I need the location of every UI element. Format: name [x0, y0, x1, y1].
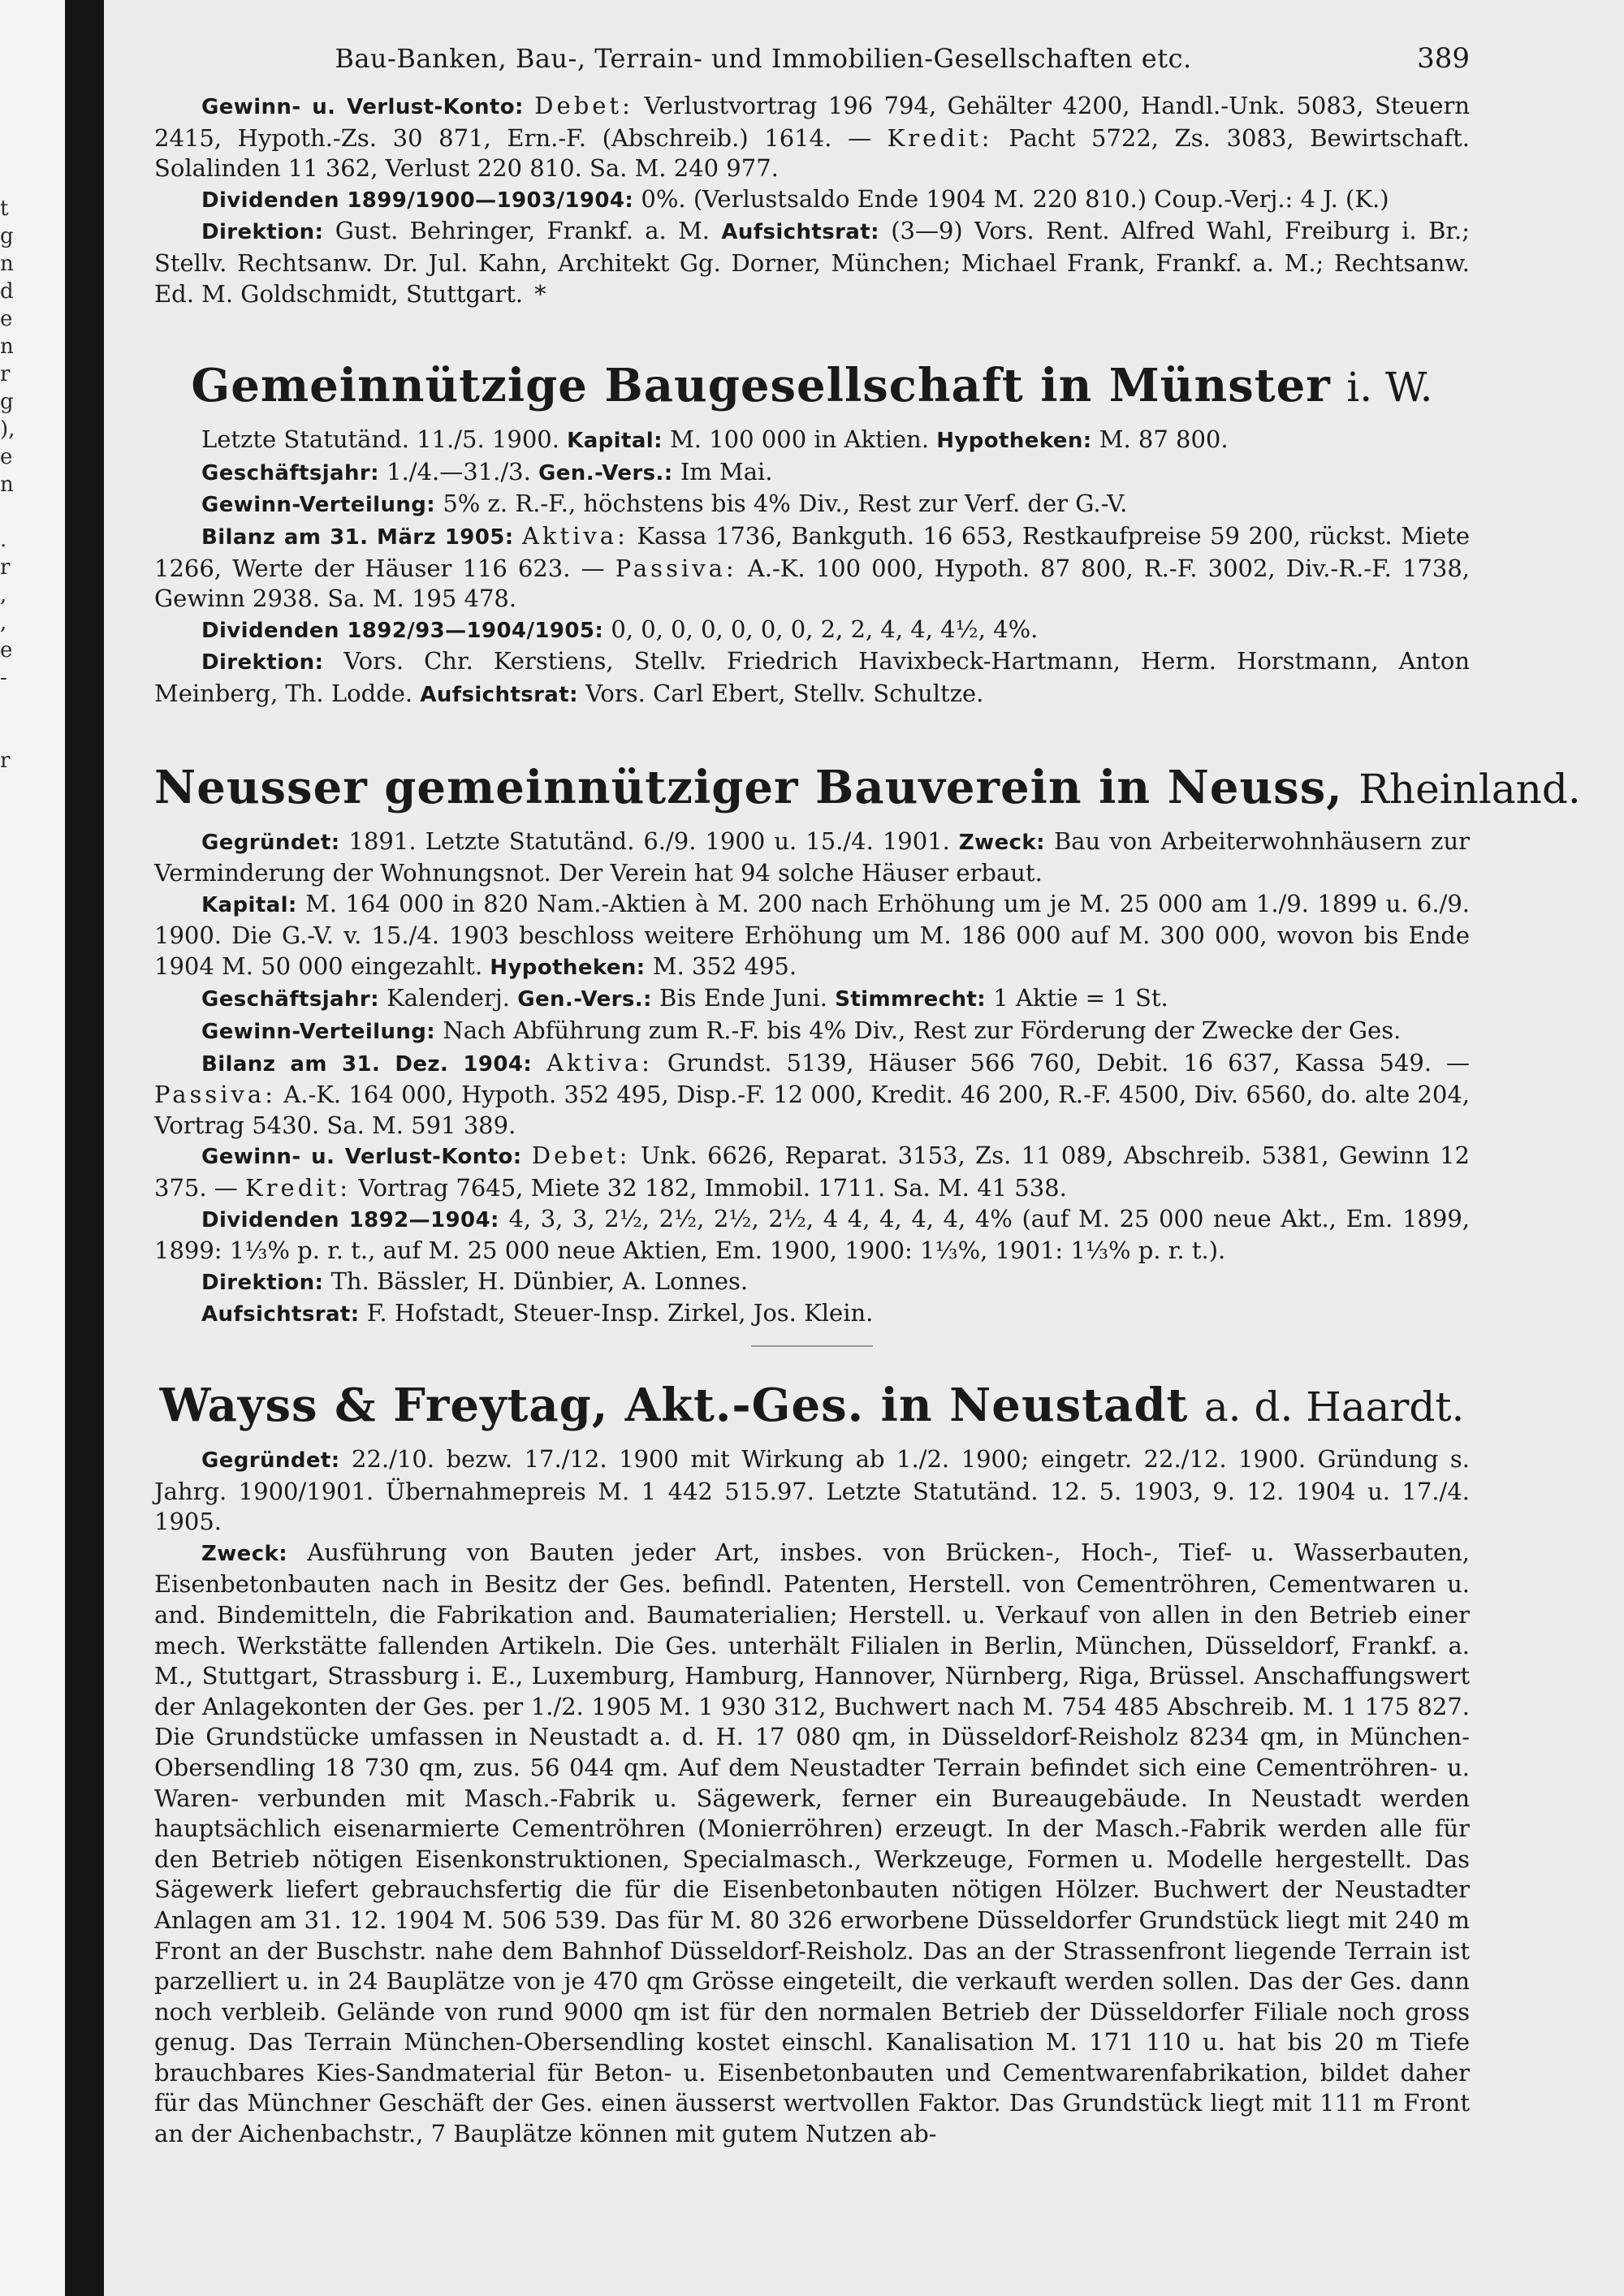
label: Direktion: [201, 650, 324, 675]
facing-page-fragment: e [0, 638, 13, 662]
text: M. 352 495. [652, 952, 797, 980]
text: Gust. Behringer, Frankf. a. M. [335, 217, 710, 245]
text: 1./4.—31./3. [387, 457, 531, 486]
label: Dividenden 1892/93—1904/1905: [201, 618, 604, 643]
label: Zweck: [958, 830, 1045, 855]
text: Verlustvortrag 196 794, Gehälter 4200, Handl.-Unk. 5083, Steuern 2415, Hypoth.-Zs. 30 871, Ern.-F. (Abschreib.) 1614. — [154, 92, 1471, 152]
paragraph-direktion [154, 646, 1470, 710]
text: 22./10. bezw. 17./12. 1900 mit Wirkung ab 1./2. 1900; eingetr. 22./12. 1900. Gründung s. Jahrg. 1900/1901. Übernahmepreis M. 1 442 515.97. Letzte Statutänd. 12. 5. 1903, 9. 12. 1904 u. 17./4. 1905. [154, 1445, 1471, 1536]
label-aktiva: Aktiva: [521, 521, 628, 550]
text: A.-K. 100 000, Hypoth. 87 800, R.-F. 3002, Div.-R.-F. 1738, Gewinn 2938. Sa. M. 195 478. [154, 554, 1471, 613]
label: Direktion: [201, 220, 324, 245]
text: M. 164 000 in 820 Nam.-Aktien à M. 200 nach Erhöhung um je M. 25 000 am 1./9. 1899 u. 6./9. 1900. Die G.-V. v. 15./4. 1903 beschloss weitere Erhöhung um M. 186 000 auf M. 300 000, wovon bis Ende 1904 M. 50 000 eingezahlt. [154, 889, 1470, 980]
facing-page-fragment: d [0, 279, 14, 304]
label: Dividenden 1899/1900—1903/1904: [201, 188, 634, 213]
label: Gegründet: [201, 1448, 340, 1473]
facing-page-fragment: r [0, 555, 11, 580]
paragraph-geschaeftsjahr [154, 983, 1470, 1016]
company-name: Gemeinnützige Baugesellschaft in Münster [191, 359, 1331, 413]
company-heading [154, 360, 1470, 413]
text: Vors. Chr. Kerstiens, Stellv. Friedrich Havixbeck-Hartmann, Herm. Horstmann, Anton Meinberg, Th. Lodde. [154, 647, 1471, 707]
text: 1 Aktie = 1 St. [993, 984, 1168, 1012]
paragraph-dividenden [154, 184, 1470, 217]
label: Geschäftsjahr: [201, 460, 379, 486]
text: Unk. 6626, Reparat. 3153, Zs. 11 089, Abschreib. 5381, Gewinn 12 375. — [154, 1142, 1471, 1202]
label: Bilanz am 31. März 1905: [201, 524, 514, 550]
facing-page-fragment: r [0, 362, 11, 386]
paragraph-aufsichtsrat [154, 1298, 1470, 1331]
text: 0, 0, 0, 0, 0, 0, 0, 2, 2, 4, 4, 4½, 4%. [611, 615, 1039, 643]
label-aktiva: Aktiva: [546, 1048, 653, 1077]
section-divider [751, 1345, 873, 1347]
label-debet: Debet: [531, 1142, 631, 1170]
label-passiva: Passiva: [615, 554, 737, 582]
paragraph-bilanz [154, 1048, 1470, 1142]
asterisk-mark: * [534, 279, 546, 308]
page-number: 389 [1417, 42, 1470, 75]
label: Gewinn- u. Verlust-Konto: [201, 95, 524, 119]
text: Pacht 5722, Zs. 3083, Bewirtschaft. Solalinden 11 362, Verlust 220 810. Sa. M. 240 977. [154, 123, 1471, 183]
facing-page-fragment: g [0, 390, 14, 414]
running-header [154, 32, 1470, 91]
label: Dividenden 1892—1904: [201, 1207, 499, 1232]
company-heading [154, 1379, 1470, 1433]
company-location: a. d. Haardt. [1203, 1383, 1465, 1431]
text: A.-K. 164 000, Hypoth. 352 495, Disp.-F. 12 000, Kredit. 46 200, R.-F. 4500, Div. 6560, do. alte 204, Vortrag 5430. Sa. M. 591 389. [154, 1081, 1471, 1139]
facing-page-fragment: . [0, 528, 7, 552]
text: Im Mai. [680, 457, 773, 486]
label: Aufsichtsrat: [721, 220, 879, 245]
paragraph-geschaeftsjahr [154, 457, 1470, 490]
label-passiva: Passiva: [154, 1081, 276, 1109]
label: Bilanz am 31. Dez. 1904: [201, 1051, 533, 1077]
facing-page-fragments [0, 195, 18, 775]
label: Kapital: [201, 892, 297, 917]
paragraph-direktion [154, 216, 1470, 309]
facing-page-fragment [0, 692, 18, 719]
company-name: Wayss & Freytag, Akt.-Ges. in Neustadt [159, 1379, 1189, 1432]
text: 5% z. R.-F., höchstens bis 4% Div., Rest zur Verf. der G.-V. [443, 490, 1128, 518]
text: Kalenderj. [387, 984, 511, 1012]
label-kredit: Kredit: [245, 1174, 351, 1202]
facing-page-fragment: e [0, 445, 13, 469]
text: F. Hofstadt, Steuer-Insp. Zirkel, Jos. Klein. [366, 1299, 874, 1327]
paragraph-zweck [154, 1538, 1470, 2150]
label: Kapital: [567, 429, 663, 454]
text: Vors. Carl Ebert, Stellv. Schultze. [585, 679, 984, 707]
text: (3—9) Vors. Rent. Alfred Wahl, Freiburg i. Br.; Stellv. Rechtsanw. Dr. Jul. Kahn, Architekt Gg. Dorner, München; Michael Frank, Frankf. a. M.; Rechtsanw. Ed. M. Goldschmidt, Stuttgart. [154, 217, 1471, 308]
facing-page-fragment [0, 719, 18, 747]
facing-page-fragment: n [0, 473, 14, 497]
paragraph-gewinn-verteilung [154, 1016, 1470, 1048]
text: M. 87 800. [1099, 425, 1229, 454]
paragraph-dividenden [154, 1204, 1470, 1267]
paragraph-gewinn-verteilung [154, 489, 1470, 521]
label: Gen.-Vers.: [517, 987, 652, 1012]
company-location: i. W. [1346, 364, 1433, 412]
text: 0%. (Verlustsaldo Ende 1904 M. 220 810.) Coup.-Verj.: 4 J. (K.) [641, 184, 1389, 213]
facing-page-fragment: ), [0, 417, 15, 442]
paragraph-gegruendet [154, 826, 1470, 889]
label: Direktion: [201, 1270, 324, 1295]
text: Nach Abführung zum R.-F. bis 4% Div., Rest zur Förderung der Zwecke der Ges. [443, 1016, 1402, 1045]
label: Geschäftsjahr: [201, 987, 379, 1012]
facing-page-fragment: - [0, 666, 7, 690]
company-heading [154, 760, 1581, 815]
paragraph-kapital [154, 425, 1470, 457]
paragraph-gegruendet [154, 1444, 1470, 1538]
label: Gegründet: [201, 830, 340, 855]
page-body [154, 32, 1581, 2150]
facing-page-fragment: , [0, 583, 7, 607]
book-binding-shadow [65, 0, 104, 2296]
text: Bau von Arbeiterwohnhäusern zur Verminderung der Wohnungsnot. Der Verein hat 94 solche Häuser erbaut. [154, 826, 1470, 887]
text: Vortrag 7645, Miete 32 182, Immobil. 1711. Sa. M. 41 538. [358, 1174, 1067, 1202]
label: Gen.-Vers.: [538, 460, 673, 486]
label: Aufsichtsrat: [420, 682, 578, 707]
facing-page-fragment: g [0, 224, 14, 248]
paragraph-kapital [154, 889, 1470, 984]
facing-page-fragment: n [0, 252, 14, 276]
text: 4, 3, 3, 2½, 2½, 2½, 2½, 4 4, 4, 4, 4, 4% (auf M. 25 000 neue Akt., Em. 1899, 1899: 1⅓% p. r. t., auf M. 25 000 neue Aktien, Em. 1900, 1900: 1⅓%, 1901: 1⅓% p. r. t.). [154, 1204, 1471, 1265]
label: Gewinn- u. Verlust-Konto: [201, 1145, 522, 1170]
paragraph-gewinn-verlust [154, 1141, 1470, 1203]
text: Letzte Statutänd. 11./5. 1900. [201, 425, 559, 454]
facing-page-fragment: , [0, 611, 7, 635]
facing-page-fragment: r [0, 749, 11, 773]
label: Hypotheken: [490, 955, 646, 980]
facing-page-fragment: t [0, 196, 9, 221]
paragraph-dividenden [154, 615, 1470, 647]
label-debet: Debet: [534, 92, 633, 119]
entry-muenster [154, 360, 1470, 710]
text: 1891. Letzte Statutänd. 6./9. 1900 u. 15./4. 1901. [348, 826, 950, 855]
facing-page-fragment: e [0, 307, 13, 331]
label: Hypotheken: [936, 429, 1092, 454]
entry-continued [154, 91, 1470, 309]
text: M. 100 000 in Aktien. [670, 425, 930, 454]
facing-page-fragment [0, 498, 18, 526]
text: Ausführung von Bauten jeder Art, insbes. von Brücken-, Hoch-, Tief- u. Wasserbauten, Eisenbetonbauten nach in Besitz der Ges. befindl. Patenten, Herstell. von Cementröhren, Cementwaren u. and. Bindemitteln, die Fabrikation and. Baumaterialien; Herstell. u. Verkauf von allen in den Betrieb einer mech. Werkstätte fallenden Artikeln. Die Ges. unterhält Filialen in Berlin, München, Düsseldorf, Frankf. a. M., Stuttgart, Strassburg i. E., Luxemburg, Hamburg, Hannover, Nürnberg, Riga, Brüssel. Anschaffungswert der Anlagekonten der Ges. per 1./2. 1905 M. 1 930 312, Buchwert nach M. 754 485 Abschreib. M. 1 175 827. Die Grundstücke umfassen in Neustadt a. d. H. 17 080 qm, in Düsseldorf-Reisholz 8234 qm, in München-Obersendling 18 730 qm, zus. 56 044 qm. Auf dem Neustadter Terrain befindet sich eine Cementröhren- u. Waren- verbunden mit Masch.-Fabrik u. Sägewerk, ferner ein Bureaugebäude. In Neustadt werden hauptsächlich eisenarmierte Cementröhren (Monierröhren) erzeugt. In der Masch.-Fabrik werden alle für den Betrieb nötigen Eisenkonstruktionen, Specialmasch., Werkzeuge, Formen u. Modelle hergestellt. Das Sägewerk liefert gebrauchsfertig die für die Eisenbetonbauten nötigen Hölzer. Buchwert der Neustadter Anlagen am 31. 12. 1904 M. 506 539. Das für M. 80 326 erworbene Düsseldorfer Grundstück liegt mit 240 m Front an der Buschstr. nahe dem Bahnhof Düsseldorf-Reisholz. Das an der Strassenfront liegende Terrain ist parzelliert u. in 24 Bauplätze von je 470 qm Grösse eingeteilt, die verkauft werden sollen. Das der Ges. dann noch verbleib. Gelände von rund 9000 qm ist für den normalen Betrieb der Düsseldorfer Filiale noch gross genug. Das Terrain München-Obersendling kostet einschl. Kanalisation M. 171 110 u. hat bis 20 m Tiefe brauchbares Kies-Sandmaterial für Beton- u. Eisenbetonbauten und Cementwarenfabrikation, bildet daher für das Münchner Geschäft der Ges. einen äusserst wertvollen Faktor. Das Grundstück liegt mit 111 m Front an der Aichenbachstr., 7 Bauplätze können mit gutem Nutzen ab- [154, 1538, 1471, 2148]
paragraph-direktion [154, 1267, 1470, 1299]
entry-wayss-freytag [154, 1379, 1470, 2150]
text: Kassa 1736, Bankguth. 16 653, Restkaufpreise 59 200, rückst. Miete 1266, Werte der Häuser 116 623. — [154, 521, 1471, 582]
label: Gewinn-Verteilung: [201, 1020, 436, 1045]
paragraph-gewinn-verlust [154, 91, 1470, 184]
label: Gewinn-Verteilung: [201, 493, 436, 518]
label: Zweck: [201, 1541, 288, 1566]
company-location: Rheinland. [1358, 765, 1581, 813]
text: Bis Ende Juni. [659, 984, 827, 1012]
company-name: Neusser gemeinnütziger Bauverein in Neuss, [154, 760, 1343, 814]
text: Th. Bässler, H. Dünbier, A. Lonnes. [330, 1267, 749, 1295]
paragraph-bilanz [154, 521, 1470, 615]
label-kredit: Kredit: [887, 123, 993, 152]
entry-neuss [154, 760, 1581, 1348]
running-title: Bau-Banken, Bau-, Terrain- und Immobilien-Gesellschaften etc. [335, 43, 1192, 74]
label: Aufsichtsrat: [201, 1302, 360, 1327]
facing-page-fragment: n [0, 334, 14, 359]
label: Stimmrecht: [835, 987, 987, 1012]
text: Grundst. 5139, Häuser 566 760, Debit. 16 637, Kassa 549. — [667, 1048, 1471, 1077]
